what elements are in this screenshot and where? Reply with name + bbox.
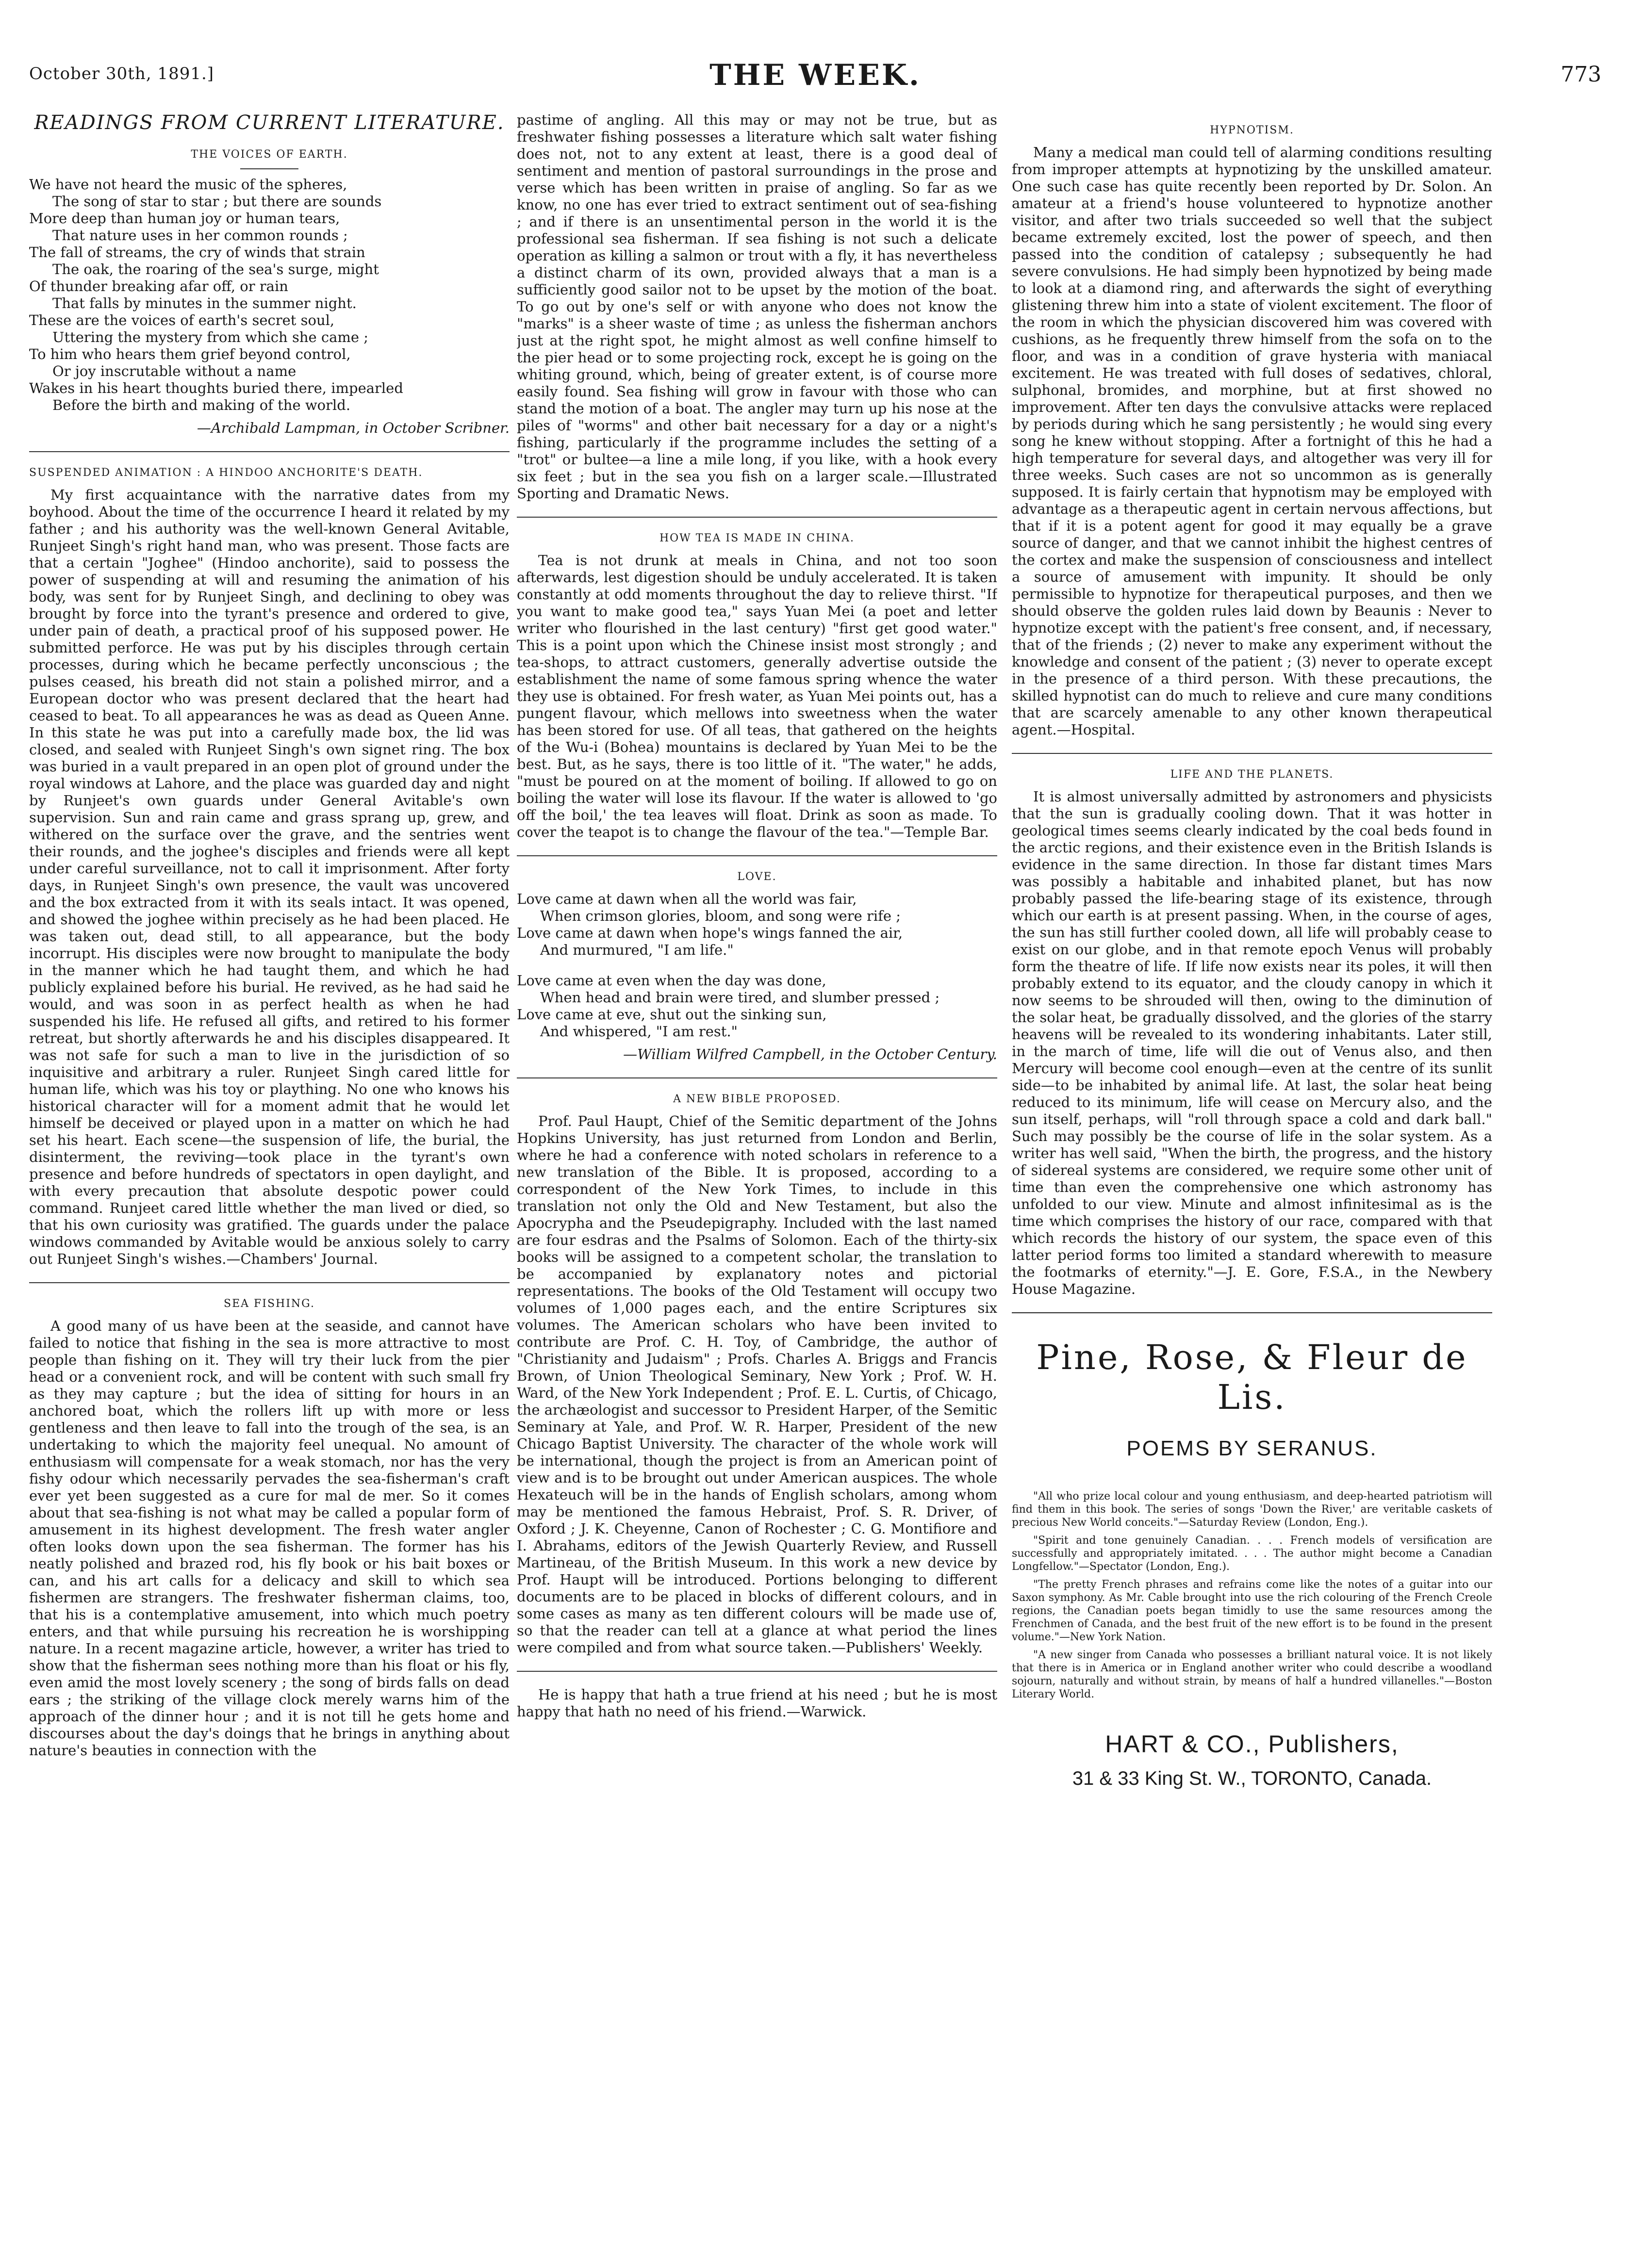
- poem-voices-of-earth: [29, 176, 510, 414]
- section-title-love: LOVE.: [737, 871, 777, 883]
- section-divider: [29, 1282, 510, 1283]
- section-divider: [1012, 753, 1492, 754]
- section-title-voices: THE VOICES OF EARTH.: [191, 148, 348, 161]
- verse-line: More deep than human joy or human tears,: [29, 210, 340, 227]
- page-header: [29, 58, 1601, 102]
- column-2: [517, 112, 997, 2246]
- section-title-sea-fishing: SEA FISHING.: [224, 1298, 315, 1310]
- ad-address: 31 & 33 King St. W., TORONTO, Canada.: [1072, 1768, 1432, 1789]
- verse-line: And whispered, "I am rest.": [540, 1023, 738, 1040]
- verse-line: Or joy inscrutable without a name: [52, 363, 297, 379]
- section-title-tea: HOW TEA IS MADE IN CHINA.: [659, 532, 855, 544]
- verse-line: When head and brain were tired, and slumber pressed ;: [540, 989, 940, 1006]
- article-paragraph: My first acquaintance with the narrative dates from my boyhood. About the time of the occurrence I heard it related by my father ; and his authority was the well-known General Avitable, Runjeet Singh's right hand man, who was present. Those facts are that a certain "Joghee" (Hindoo anchorite), said to possess the power of suspending at will and resuming the animation of his body, was sent for by Runjeet Singh, and declining to obey was brought by force into the tyrant's presence and ordered to give, under pain of death, a practical proof of his supposed power. He submitted perforce. He was put by his disciples through certain processes, during which he became perfectly unconscious ; the pulses ceased, his breath did not stain a polished mirror, and a European doctor who was present declared that the heart had ceased to beat. To all appearances he was as dead as Queen Anne. In this state he was put into a carefully made box, the lid was closed, and sealed with Runjeet Singh's own signet ring. The box was buried in a vault prepared in an open plot of ground under the royal windows at Lahore, and the place was guarded day and night by Runjeet's own guards under General Avitable's own supervision. Sun and rain came and grass sprang up, grew, and withered on the surface over the grave, and the sentries went their rounds, and the joghee's disciples and friends were all kept under careful surveillance, not to call it imprisonment. After forty days, in Runjeet Singh's own presence, the vault was uncovered and the box extracted from it with its seals intact. It was opened, and showed the joghee within precisely as he had been placed. He was taken out, dead still, to all appearance, but the body incorrupt. His disciples were now brought to manipulate the body in the manner which he had taught them, and which he had publicly explained before his burial. He revived, as he had said he would, and was soon in as perfect health as when he had suspended his life. He refused all gifts, and retired to his former retreat, but shortly afterwards he and his disciples disappeared. It was not safe for such a man to live in the jurisdiction of so inquisitive and arbitrary a ruler. Runjeet Singh cared little for human life, which was his toy or plaything. No one who knows his historical character will for a moment admit that he would let himself be deceived or played upon in a matter on which he had set his heart. Each scene—the suspension of life, the burial, the disinterment, the reviving—took place in the tyrant's own presence and before hundreds of spectators in open daylight, and with every precaution that absolute despotic power could command. Runjeet cared little whether the man lived or died, so that his own curiosity was gratified. The guards under the palace windows commanded by Avitable would be anxious solely to carry out Runjeet Singh's wishes.—Chambers' Journal.: [29, 487, 510, 1267]
- section-title-bible: A NEW BIBLE PROPOSED.: [673, 1093, 841, 1105]
- review-quote: "The pretty French phrases and refrains come like the notes of a guitar into our Saxon symphony. As Mr. Cable brought into use the rich colouring of the French Creole regions, the Canadian poets began timidly to use the same resources among the Frenchmen of Canada, and the best fruit of the new effort is to be found in the present volume."—New York Nation.: [1012, 1579, 1492, 1643]
- stanza-break: [517, 959, 997, 972]
- section-divider: [29, 451, 510, 452]
- article-paragraph: pastime of angling. All this may or may not be true, but as freshwater fishing possesses a literature which salt water fishing does not, not to any extent at least, there is a good deal of sentiment and mention of pastoral surroundings in the prose and verse which has been written in praise of angling. So far as we know, no one has ever tried to extract sentiment out of sea-fishing ; and if there is an unsentimental person in the world it is the professional sea fisherman. If sea fishing is not such a delicate operation as killing a salmon or trout with a fly, it has nevertheless a distinct charm of its own, provided always that a man is a sufficiently good sailor not to be upset by the motion of the boat. To go out by one's self or with anyone who does not know the "marks" is a sheer waste of time ; as unless the fisherman anchors just at the right spot, he might almost as well confine himself to the pier head or to some projecting rock, except he is going on the whiting ground, which, being of greater extent, is of course more easily found. Sea fishing will grow in favour with those who can stand the motion of a boat. The angler may turn up his nose at the piles of "worms" and other bait necessary for a day or a night's fishing, particularly if the programme includes the setting of a "trot" or bultee—a line a mile long, if you like, with a hook every six feet ; but in the sea you fish on a larger scale.—Illustrated Sporting and Dramatic News.: [517, 112, 997, 502]
- section-divider: [517, 1671, 997, 1672]
- verse-line: To him who hears them grief beyond control,: [29, 346, 351, 362]
- title-rule: [240, 168, 298, 169]
- poem-love: [517, 891, 997, 1040]
- ad-publisher: HART & CO., Publishers,: [1105, 1730, 1399, 1758]
- ad-subtitle: POEMS BY SERANUS.: [1126, 1436, 1378, 1460]
- attribution: —William Wilfred Campbell, in the October Century.: [623, 1046, 997, 1062]
- section-title-planets: LIFE AND THE PLANETS.: [1170, 768, 1334, 781]
- review-quote: "All who prize local colour and young enthusiasm, and deep-hearted patriotism will find them in this book. The series of songs 'Down the River,' are veritable caskets of precious New World conceits."—Saturday Review (London, Eng.).: [1012, 1490, 1492, 1529]
- section-divider: [517, 517, 997, 518]
- verse-line: When crimson glories, bloom, and song were rife ;: [540, 908, 901, 924]
- verse-line: Uttering the mystery from which she came ;: [52, 329, 369, 345]
- section-divider: [517, 855, 997, 856]
- article-paragraph: He is happy that hath a true friend at his need ; but he is most happy that hath no need of his friend.—Warwick.: [517, 1686, 997, 1720]
- verse-line: That nature uses in her common rounds ;: [52, 227, 348, 244]
- page-number: 773: [1561, 62, 1601, 87]
- review-quote: "A new singer from Canada who possesses a brilliant natural voice. It is not likely that there is in America or in England another writer who could describe a woodland sojourn, naturally and without strain, by means of half a hundred villanelles."—Boston Literary World.: [1012, 1649, 1492, 1700]
- verse-line: Before the birth and making of the world.: [52, 397, 351, 413]
- verse-line: Wakes in his heart thoughts buried there, impearled: [29, 380, 403, 396]
- attribution: —Archibald Lampman, in October Scribner.: [197, 420, 510, 436]
- verse-line: Love came at dawn when hope's wings fanned the air,: [517, 925, 903, 941]
- book-advertisement: [1012, 1312, 1492, 1790]
- verse-line: The fall of streams, the cry of winds that strain: [29, 244, 365, 261]
- verse-line: We have not heard the music of the spheres,: [29, 176, 347, 193]
- section-title-hypnotism: HYPNOTISM.: [1210, 124, 1294, 136]
- verse-line: These are the voices of earth's secret soul,: [29, 312, 335, 328]
- verse-line: The song of star to star ; but there are sounds: [52, 193, 382, 210]
- verse-line: Of thunder breaking afar off, or rain: [29, 278, 288, 294]
- ad-reviews: [1012, 1490, 1492, 1701]
- column-1: [29, 112, 510, 2246]
- column-3: [1012, 112, 1492, 2246]
- column-heading: READINGS FROM CURRENT LITERATURE.: [34, 112, 505, 134]
- article-paragraph: Prof. Paul Haupt, Chief of the Semitic department of the Johns Hopkins University, has just returned from London and Berlin, where he had a conference with noted scholars in reference to a new translation of the Bible. It is proposed, according to a correspondent of the New York Times, to include in this translation not only the Old and New Testament, but also the Apocrypha and the Pseudepigraphy. Included with the last named are four esdras and the Psalms of Solomon. Each of the thirty-six books will be assigned to a competent scholar, the translation to be accompanied by explanatory notes and pictorial representations. The books of the Old Testament will occupy two volumes of 1,000 pages each, and the entire Scriptures six volumes. The American scholars who have been invited to contribute are Prof. C. H. Toy, of Cambridge, the author of "Christianity and Judaism" ; Profs. Charles A. Briggs and Francis Brown, of Union Theological Seminary, New York ; Prof. W. H. Ward, of the New York Independent ; Prof. E. L. Curtis, of Chicago, the archæologist and successor to President Harper, of the Semitic Seminary at Yale, and Prof. W. R. Harper, President of the new Chicago Baptist University. The character of the whole work will be international, though the project is from an American point of view and is to be brought out under American auspices. The whole Hexateuch will be in the hands of English scholars, among whom may be mentioned the famous Hebraist, Prof. S. R. Driver, of Oxford ; J. K. Cheyenne, Canon of Rochester ; C. G. Montifiore and I. Abrahams, editors of the Jewish Quarterly Review, and Russell Martineau, of the British Museum. In this work a new device by Prof. Haupt will be introduced. Portions belonging to different documents are to be placed in blocks of different colours, and in some cases as many as ten different colours will be made use of, so that the reader can tell at a glance at what period the lines were compiled and from what source taken.—Publishers' Weekly.: [517, 1113, 997, 1656]
- verse-line: And murmured, "I am life.": [540, 942, 734, 958]
- article-paragraph: Tea is not drunk at meals in China, and not too soon afterwards, lest digestion should be unduly accelerated. It is taken constantly at odd moments throughout the day to relieve thirst. "If you want to make good tea," says Yuan Mei (a poet and letter writer who flourished in the last century) "first get good water." This is a point upon which the Chinese insist most strongly ; and tea-shops, to attract customers, generally advertise outside the establishment the name of some famous spring whence the water they use is obtained. For fresh water, as Yuan Mei points out, has a pungent flavour, which mellows into sweetness when the water has been stored for use. Of all teas, that gathered on the heights of the Wu-i (Bohea) mountains is declared by Yuan Mei to be the best. But, as he says, there is too little of it. "The water," he adds, "must be poured on at the moment of boiling. If allowed to go on boiling the water will lose its flavour. If the water is allowed to 'go off the boil,' the tea leaves will float. Drink as soon as made. To cover the teapot is to change the flavour of the tea."—Temple Bar.: [517, 552, 997, 840]
- masthead: THE WEEK.: [709, 58, 921, 92]
- verse-line: The oak, the roaring of the sea's surge, might: [52, 261, 379, 277]
- review-quote: "Spirit and tone genuinely Canadian. . . . French models of versification are successfully and appropriately imitated. . . . The author might become a Canadian Longfellow."—Spectator (London, Eng.).: [1012, 1534, 1492, 1573]
- section-title-suspended: SUSPENDED ANIMATION : A HINDOO ANCHORITE'S DEATH.: [29, 467, 423, 479]
- section-divider: [517, 1077, 997, 1078]
- article-paragraph: Many a medical man could tell of alarming conditions resulting from improper attempts at hypnotizing by the unskilled amateur. One such case has quite recently been reported by Dr. Solon. An amateur at a friend's house volunteered to hypnotize another visitor, and after two trials succeeded so well that the subject became extremely excited, lost the power of speech, and then passed into the condition of catalepsy ; subsequently he had severe convulsions. He had simply been hypnotized by being made to look at a diamond ring, and afterwards the sight of everything glistening threw him into a state of violent excitement. The floor of the room in which the physician discovered him was covered with cushions, as he frequently threw himself from the sofa on to the floor, and was in a condition of grave hysteria with maniacal excitement. He was treated with full doses of sedatives, chloral, sulphonal, bromides, and morphine, but at first showed no improvement. After ten days the convulsive attacks were replaced by periods during which he sang persistently ; he would sing every song he knew without stopping. After a fortnight of this he had a high temperature for several days, and altogether was very ill for three weeks. Such cases are not so uncommon as is generally supposed. It is fairly certain that hypnotism may be employed with advantage as a therapeutic agent in certain nervous affections, but that if it is a potent agent for good it may equally be a grave source of danger, and that we cannot inhibit the highest centres of the cortex and make the suspension of consciousness and intellect a source of amusement with impunity. It should be only permissible to hypnotize for therapeutical purposes, and then we should observe the golden rules laid down by Beaunis : Never to hypnotize except with the patient's free consent, and, if necessary, that of the friends ; (2) never to make any experiment without the knowledge and consent of the patient ; (3) never to operate except in the presence of a third person. With these precautions, the skilled hypnotist can do much to relieve and cure many conditions that are scarcely amenable to any other known therapeutical agent.—Hospital.: [1012, 144, 1492, 738]
- verse-line: Love came at dawn when all the world was fair,: [517, 891, 857, 907]
- verse-line: Love came at eve, shut out the sinking sun,: [517, 1006, 827, 1023]
- verse-line: Love came at even when the day was done,: [517, 972, 826, 989]
- ad-book-title: Pine, Rose, & Fleur de Lis.: [1036, 1338, 1468, 1417]
- issue-date: October 30th, 1891.]: [29, 64, 214, 83]
- verse-line: That falls by minutes in the summer night.: [52, 295, 357, 311]
- article-paragraph: It is almost universally admitted by astronomers and physicists that the sun is gradually cooling down. That it was hotter in geological times seems clearly indicated by the coal beds found in the arctic regions, and their existence even in the British Islands is evidence in the same direction. In those far distant times Mars was possibly a habitable and inhabited planet, but has now probably passed the life-bearing stage of its existence, through which our earth is at present passing. When, in the course of ages, the sun has still further cooled down, all life will probably cease to exist on our globe, and in that remote epoch Venus will probably form the theatre of life. If life now exists near its poles, it will then probably extend to its equator, and the cloudy canopy in which it now seems to be shrouded will then, owing to the diminution of the solar heat, be gradually dissolved, and the glories of the starry heavens will be revealed to its wondering inhabitants. Later still, in the march of time, life will die out of Venus also, and then Mercury will become cool enough—even at the centre of its sunlit side—to be inhabited by animal life. At last, the solar heat being reduced to its minimum, life will cease on Mercury also, and the sun itself, perhaps, will "roll through space a cold and dark ball." Such may possibly be the course of life in the solar system. As a writer has well said, "When the birth, the progress, and the history of sidereal systems are considered, we require some other unit of time than even the comprehensive one which astronomy has unfolded to our view. Minute and almost infinitesimal as is the time which comprises the history of our race, compared with that which records the history of our system, the space even of this latter period forms too limited a standard wherewith to measure the footmarks of eternity."—J. E. Gore, F.S.A., in the Newbery House Magazine.: [1012, 788, 1492, 1297]
- article-paragraph: A good many of us have been at the seaside, and cannot have failed to notice that fishing in the sea is more attractive to most people than fishing on it. They will try their luck from the pier head or a convenient rock, and will be content with such small fry as they may capture ; but the idea of sitting for hours in an anchored boat, which the rollers lift up with more or less gentleness and then leave to fall into the trough of the sea, is an undertaking to which the majority feel unequal. No amount of enthusiasm will compensate for a weak stomach, nor has the very fishy odour which necessarily pervades the sea-fisherman's craft ever yet been suggested as a cure for mal de mer. So it comes about that sea-fishing is not what may be called a popular form of amusement in its highest development. The fresh water angler often looks down upon the sea fisherman. The former has his neatly polished and brazed rod, his fly book or his bait boxes or can, and his art calls for a delicacy and skill to which sea fishermen are strangers. The freshwater fisherman claims, too, that his is a contemplative amusement, into which much poetry enters, and that while pursuing his recreation he is worshipping nature. In a recent magazine article, however, a writer has tried to show that the fisherman sees nothing more than his float or his fly, even amid the most lovely scenery ; the song of birds falls on dead ears ; the striking of the village clock merely warns him of the approach of the dinner hour ; and it is not till he gets home and discourses about the day's doings that he brings in anything about nature's beauties in connection with the: [29, 1318, 510, 1759]
